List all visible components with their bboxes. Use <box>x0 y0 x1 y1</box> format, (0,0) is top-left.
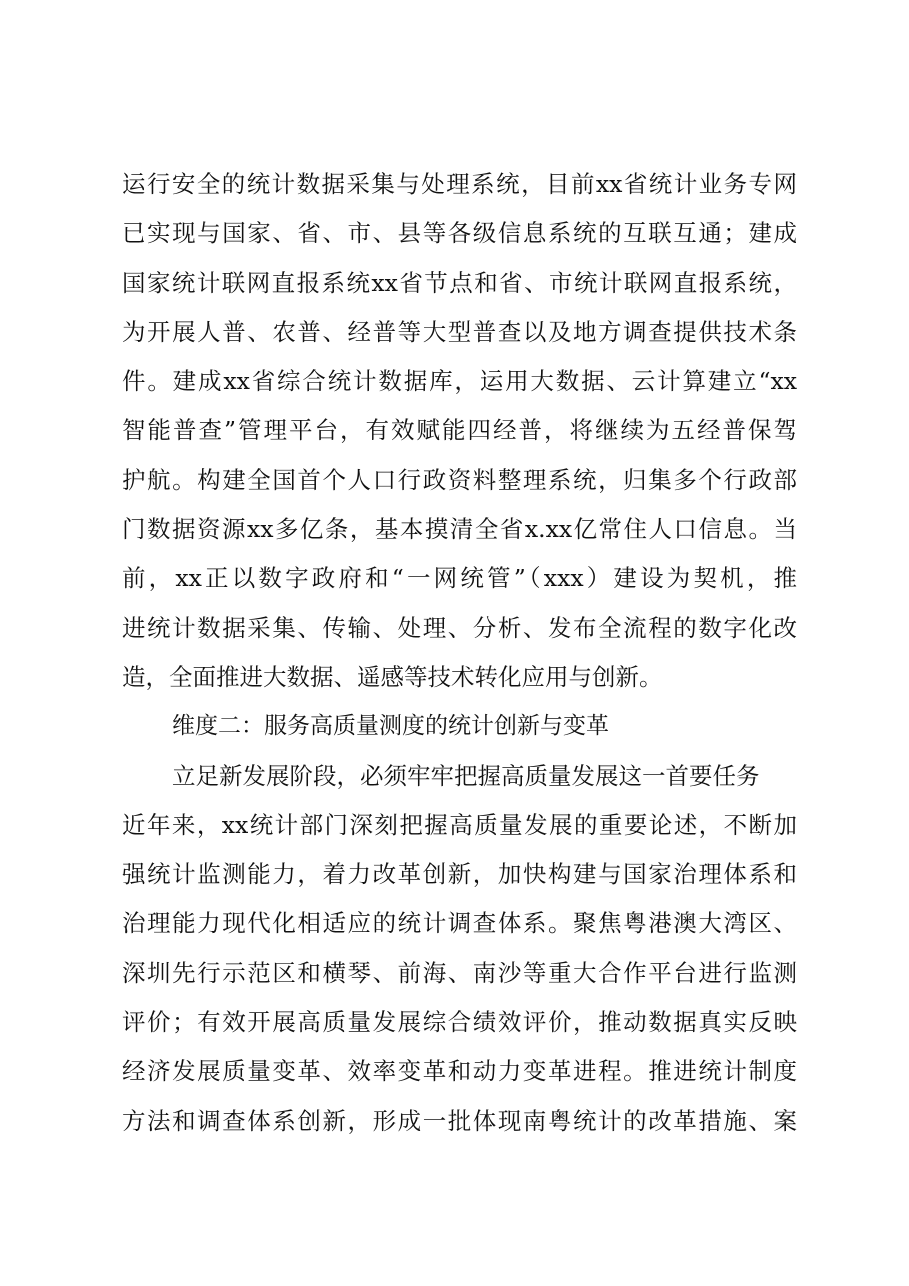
paragraph-line: 前，xx正以数字政府和“一网统管”（xxx）建设为契机，推 <box>122 564 797 593</box>
paragraph-line: 经济发展质量变革、效率变革和动力变革进程。推进统计制度 <box>122 1057 797 1086</box>
paragraph-line: 已实现与国家、省、市、县等各级信息系统的互联互通；建成 <box>122 219 797 248</box>
paragraph-line: 运行安全的统计数据采集与处理系统，目前xx省统计业务专网 <box>122 170 797 198</box>
paragraph-line: 治理能力现代化相适应的统计调查体系。聚焦粤港澳大湾区、 <box>122 909 797 938</box>
paragraph-line: 门数据资源xx多亿条，基本摸清全省x.xx亿常住人口信息。当 <box>122 515 797 544</box>
document-body <box>122 160 797 1146</box>
paragraph-line: 件。建成xx省综合统计数据库，运用大数据、云计算建立“xx <box>122 367 797 396</box>
paragraph-line: 造，全面推进大数据、遥感等技术转化应用与创新。 <box>122 662 663 691</box>
paragraph-line: 为开展人普、农普、经普等大型普查以及地方调查提供技术条 <box>122 317 797 346</box>
paragraph-line: 进统计数据采集、传输、处理、分析、发布全流程的数字化改 <box>122 613 797 642</box>
paragraph-line: 近年来，xx统计部门深刻把握高质量发展的重要论述，不断加 <box>122 810 797 839</box>
paragraph-line: 护航。构建全国首个人口行政资料整理系统，归集多个行政部 <box>122 465 797 494</box>
paragraph-line: 方法和调查体系创新，形成一批体现南粤统计的改革措施、案 <box>122 1106 797 1135</box>
paragraph-line: 评价；有效开展高质量发展综合绩效评价，推动数据真实反映 <box>122 1008 797 1037</box>
section-heading: 维度二：服务高质量测度的统计创新与变革 <box>172 713 609 740</box>
paragraph-line: 智能普查”管理平台，有效赋能四经普，将继续为五经普保驾 <box>122 416 797 445</box>
paragraph-line: 强统计监测能力，着力改革创新，加快构建与国家治理体系和 <box>122 860 797 889</box>
paragraph-line: 深圳先行示范区和横琴、前海、南沙等重大合作平台进行监测 <box>122 958 797 987</box>
paragraph-2 <box>122 752 797 1146</box>
paragraph-line: 立足新发展阶段，必须牢牢把握高质量发展这一首要任务 <box>172 761 760 790</box>
paragraph-1 <box>122 160 797 702</box>
paragraph-line: 国家统计联网直报系统xx省节点和省、市统计联网直报系统， <box>122 268 797 297</box>
